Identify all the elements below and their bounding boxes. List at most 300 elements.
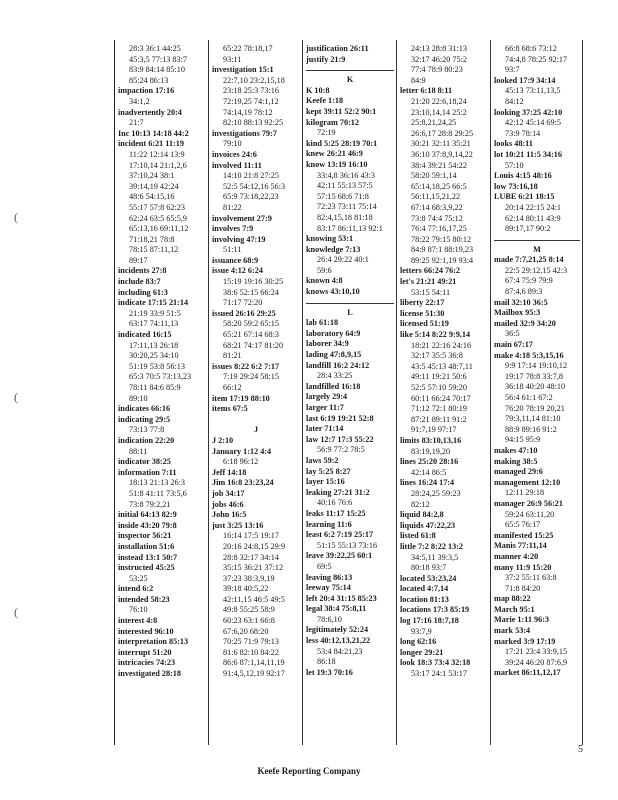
index-entry: 26:6,17 28:8 29:25 <box>411 128 474 138</box>
index-entry: 51:11 <box>223 245 242 255</box>
index-entry: makes 47:10 <box>494 445 538 455</box>
index-entry: 42:12 45:14 69:5 <box>505 118 561 128</box>
index-entry: 19:17 78:8 33:7,8 <box>505 371 563 381</box>
index-entry: investigations 79:7 <box>212 128 277 138</box>
index-entry: 42:11 55:13 57:5 <box>317 181 373 191</box>
index-entry: lab 61:18 <box>306 318 339 328</box>
index-entry: manifested 15:25 <box>494 530 554 540</box>
index-entry: indicating 29:5 <box>118 414 171 424</box>
index-entry: 7:19 29:24 58:15 <box>223 372 279 382</box>
index-entry: 79:10 <box>223 139 242 149</box>
index-entry: location 81:13 <box>400 594 449 604</box>
index-entry: 71:17 72:20 <box>223 298 263 308</box>
index-entry: 67:14 68:3,9,22 <box>411 202 463 212</box>
index-column-1 <box>118 44 206 744</box>
index-entry: 12:11 29:18 <box>505 488 545 498</box>
index-entry: log 17:16 18:7,18 <box>400 616 459 626</box>
index-entry: kept 39:11 52:2 90:1 <box>306 106 377 116</box>
index-entry: 28:24,25 59:23 <box>411 488 461 498</box>
index-entry: many 11:9 15:20 <box>494 562 552 572</box>
index-entry: Jim 16:8 23:23,24 <box>212 478 274 488</box>
index-entry: 89:17 <box>129 255 148 265</box>
index-entry: landfilled 16:18 <box>306 381 361 391</box>
index-entry: let's 21:21 49:21 <box>400 277 457 287</box>
index-entry: 70:25 71:9 79:13 <box>223 637 279 647</box>
index-entry: information 7:11 <box>118 467 177 477</box>
index-entry: intend 6:2 <box>118 584 154 594</box>
index-entry: 84:9 <box>411 75 426 85</box>
index-entry: longer 29:21 <box>400 647 444 657</box>
index-entry: 60:11 66:24 70:17 <box>411 393 471 403</box>
index-entry: 6:18 96:12 <box>223 457 259 467</box>
index-entry: laborer 34:9 <box>306 339 349 349</box>
index-entry: 67:6,20 68:20 <box>223 626 269 636</box>
index-entry: located 53:23,24 <box>400 573 457 583</box>
index-entry: market 86:11,12,17 <box>494 668 561 678</box>
index-entry: indication 22:20 <box>118 435 175 445</box>
index-entry: making 38:5 <box>494 456 538 466</box>
index-entry: 52:5 57:10 59:20 <box>411 383 467 392</box>
index-entry: 37:2 55:11 63:8 <box>505 573 557 583</box>
index-entry: 77:4 78:9 80:23 <box>411 65 463 75</box>
index-entry: 58:20 59:2 65:15 <box>223 319 279 329</box>
index-entry: 28:8 32:17 34:14 <box>223 552 279 562</box>
index-entry: 30:20,25 34:10 <box>129 351 179 361</box>
index-entry: lot 10:21 11:5 34:16 <box>494 149 562 159</box>
index-entry: 36:18 40:20 48:10 <box>505 382 566 392</box>
section-rule <box>494 235 580 241</box>
index-entry: 83:19,19,20 <box>411 446 451 456</box>
index-entry: 28:3 36:1 44:25 <box>129 44 181 53</box>
index-entry: 20:14 22:15 24:1 <box>505 202 561 212</box>
index-entry: learning 11:6 <box>306 519 352 529</box>
index-entry: 42:14 86:5 <box>411 467 447 477</box>
index-entry: intricacies 74:23 <box>118 658 176 668</box>
index-entry: interest 4:8 <box>118 616 158 626</box>
index-entry: 91:4,5,12,19 92:17 <box>223 669 285 679</box>
index-entry: 73:8 74:4 75:12 <box>411 213 463 223</box>
index-entry: 52:5 54:12,16 56:3 <box>223 181 286 191</box>
index-entry: just 3:25 13:16 <box>212 520 264 530</box>
index-entry: 17:21 23:4 33:9,15 <box>505 647 568 657</box>
index-entry: incidents 27:8 <box>118 266 167 276</box>
index-entry: 63:17 74:11,13 <box>129 319 179 329</box>
index-entry: legitimately 52:24 <box>306 625 369 635</box>
column-divider <box>302 40 303 745</box>
index-entry: 59:6 <box>317 265 332 275</box>
index-entry: 65:13,16 69:11,12 <box>129 224 189 234</box>
index-entry: LUBE 6:21 18:15 <box>494 192 555 202</box>
index-entry: 73:13 77:8 <box>129 425 165 435</box>
index-entry: 88:11 <box>129 446 148 456</box>
index-entry: let 19:3 70:16 <box>306 667 353 677</box>
index-entry: legal 38:4 75:8,11 <box>306 604 367 614</box>
index-entry: involving 47:19 <box>212 234 266 244</box>
index-entry: letters 66:24 76:2 <box>400 266 461 276</box>
index-entry: 59:24 63:11,20 <box>505 509 555 519</box>
index-entry: 57:10 <box>505 160 524 170</box>
index-entry: indicator 38:25 <box>118 457 171 467</box>
index-entry: leeway 75:14 <box>306 583 351 593</box>
index-entry: made 7:7,21,25 8:14 <box>494 255 564 265</box>
index-entry: J 2:10 <box>212 435 234 445</box>
index-entry: largely 29:4 <box>306 392 348 402</box>
index-entry: locations 17:3 85:19 <box>400 605 470 615</box>
index-entry: instead 13:1 50:7 <box>118 552 178 562</box>
column-divider <box>582 40 583 745</box>
index-entry: knew 26:21 46:9 <box>306 149 363 159</box>
footer-company: Keefe Reporting Company <box>257 766 361 776</box>
index-column-3 <box>306 44 394 744</box>
index-entry: 83:17 86:11,13 92:1 <box>317 223 383 233</box>
index-entry: jobs 46:6 <box>212 499 244 509</box>
index-entry: 71:12 72:1 80:19 <box>411 404 467 414</box>
index-entry: 38:6 52:15 66:24 <box>223 287 279 297</box>
index-entry: 18:21 22:16 24:16 <box>411 340 472 350</box>
index-entry: leaks 11:17 15:25 <box>306 508 366 518</box>
index-entry: management 12:10 <box>494 477 561 487</box>
index-entry: 42:11,15 46:5 49:5 <box>223 594 285 604</box>
index-entry: 35:15 36:21 37:12 <box>223 563 284 573</box>
index-entry: manner 4:20 <box>494 551 539 561</box>
index-entry: 51:15 55:13 73:16 <box>317 540 378 550</box>
index-entry: looking 37:25 42:10 <box>494 107 563 117</box>
index-entry: 84:9 87:1 88:19,23 <box>411 245 474 255</box>
index-entry: 80:18 93:7 <box>411 563 447 573</box>
index-entry: 53:25 <box>129 573 148 583</box>
index-entry: 34:5,11 39:3,5 <box>411 552 459 562</box>
index-entry: 18:13 21:13 26:3 <box>129 478 185 488</box>
index-entry: 25:8,21,24,25 <box>411 118 457 128</box>
index-entry: knowledge 7:13 <box>306 244 361 254</box>
index-entry: 74:14,19 78:12 <box>223 107 273 117</box>
index-entry: liquids 47:22,23 <box>400 520 456 530</box>
index-entry: manager 26:9 56:21 <box>494 498 563 508</box>
index-entry: landfill 16:2 24:12 <box>306 360 370 370</box>
index-entry: limits 83:10,13,16 <box>400 435 462 445</box>
index-entry: 87:21 89:11 91:2 <box>411 414 467 424</box>
index-entry: least 6:2 7:19 25:17 <box>306 530 374 540</box>
index-entry: 93:7 <box>505 65 520 75</box>
index-entry: 11:22 12:14 13:9 <box>129 149 185 159</box>
index-entry: 30:21 32:11 35:21 <box>411 139 471 149</box>
index-entry: license 51:30 <box>400 308 445 318</box>
index-entry: knows 43:10,10 <box>306 287 360 297</box>
index-entry: 65:9 73:18,22,23 <box>223 192 279 202</box>
index-entry: interested 96:10 <box>118 626 174 636</box>
index-entry: interrupt 51:20 <box>118 647 172 657</box>
index-entry: 36:5 <box>505 329 520 339</box>
index-entry: impaction 17:16 <box>118 86 175 96</box>
index-entry: long 62:16 <box>400 637 437 647</box>
index-entry: 38:4 39:21 54:22 <box>411 160 467 170</box>
index-entry: 85:24 86:13 <box>129 75 169 85</box>
index-entry: kilogram 70:12 <box>306 117 359 127</box>
index-column-4 <box>400 44 488 744</box>
index-entry: 28:4 33:25 <box>317 371 353 381</box>
index-entry: 37:10,24 38:1 <box>129 171 175 181</box>
column-divider <box>490 40 491 745</box>
index-entry: 89:17,17 90:2 <box>505 224 551 234</box>
index-entry: 91:7,19 97:17 <box>411 425 457 435</box>
index-entry: 76:20 78:19 20,21 <box>505 403 565 413</box>
index-entry: issue 4:12 6:24 <box>212 266 263 276</box>
index-entry: leaving 86:13 <box>306 572 353 582</box>
index-entry: 39:14,19 42:24 <box>129 181 179 191</box>
index-entry: 58:20 59:1,14 <box>411 171 457 181</box>
index-entry: looks 48:11 <box>494 139 533 149</box>
index-entry: licensed 51:19 <box>400 319 449 329</box>
index-entry: look 18:3 73:4 32:18 <box>400 658 471 668</box>
index-entry: 78:11 84:6 85:9 <box>129 383 181 392</box>
index-entry: 14:10 21:8 27:25 <box>223 171 279 181</box>
index-entry: invoices 24:6 <box>212 149 257 159</box>
section-rule <box>306 65 394 71</box>
index-entry: include 83:7 <box>118 277 161 287</box>
index-entry: larger 11:7 <box>306 403 344 412</box>
index-entry: 40:16 76:6 <box>317 498 353 508</box>
index-entry: 71:18,21 78:8 <box>129 234 175 244</box>
index-entry: 36:10 37:8,9,14,22 <box>411 149 473 159</box>
index-entry: 39:18 40:5,22 <box>223 584 269 594</box>
index-entry: 93:11 <box>223 54 242 64</box>
index-entry: 9:9 17:14 19:10,12 <box>505 361 568 371</box>
index-entry: 60:23 63:1 66:8 <box>223 616 275 626</box>
index-entry: inside 43:20 79:8 <box>118 520 177 530</box>
index-entry: 65:5 76:17 <box>505 520 541 530</box>
index-entry: 65:21 67:14 68:3 <box>223 330 279 340</box>
index-entry: 67:4 75:9 79:9 <box>505 276 553 286</box>
index-entry: 33:4,8 36:16 43:3 <box>317 170 375 180</box>
index-entry: 22:5 29:12,15 42:3 <box>505 265 568 275</box>
index-entry: 65:3 70:5 73:13,23 <box>129 372 192 382</box>
index-entry: incident 6:21 11:19 <box>118 139 184 149</box>
index-entry: layer 15:16 <box>306 477 345 487</box>
index-entry: less 40:12,13,21,22 <box>306 636 371 646</box>
index-entry: 51:8 41:11 73:5,6 <box>129 488 187 498</box>
index-entry: low 73:16,18 <box>494 181 538 191</box>
index-entry: 49:8 55:25 58:9 <box>223 605 275 615</box>
index-entry: listed 61:8 <box>400 531 436 541</box>
index-entry: Manis 77:11,14 <box>494 541 547 551</box>
index-entry: lay 5:25 8:27 <box>306 466 351 476</box>
index-entry: 37:23 38:3,9,19 <box>223 573 275 583</box>
binder-hole-mark: ( <box>14 605 18 619</box>
index-entry: 56:4 61:1 67:2 <box>505 393 553 402</box>
index-entry: 76:4 77:16,17,25 <box>411 224 467 234</box>
index-entry: 88:9 89:16 91:2 <box>505 424 557 434</box>
index-entry: 56:9 77:2 78:5 <box>317 445 365 455</box>
index-entry: items 67:5 <box>212 404 248 414</box>
index-entry: leave 39:22,25 60:1 <box>306 551 373 561</box>
index-entry: involvement 27:9 <box>212 213 272 223</box>
index-entry: 32:17 46:20 75:2 <box>411 54 467 64</box>
index-entry: 62:24 63:5 65:5,9 <box>129 213 187 223</box>
index-entry: law 12:7 17:3 55:22 <box>306 434 374 444</box>
index-entry: 84:12 <box>505 96 524 106</box>
index-entry: Keefe 1:18 <box>306 96 344 106</box>
index-entry: 68:21 74:17 81:20 <box>223 340 284 350</box>
index-entry: John 16:5 <box>212 510 247 520</box>
section-rule <box>306 298 394 304</box>
index-entry: 81:22 <box>223 202 242 212</box>
index-entry: justify 21:9 <box>306 54 346 64</box>
index-letter-heading: K <box>346 75 354 85</box>
index-entry: 72:19 <box>317 128 336 138</box>
index-entry: map 88:22 <box>494 594 531 604</box>
index-entry: Inc 10:13 14:18 44:2 <box>118 128 189 138</box>
index-letter-heading: L <box>347 307 353 317</box>
index-entry: 66:12 <box>223 383 242 392</box>
index-entry: mailed 32:9 34:20 <box>494 318 556 328</box>
index-entry: investigated 28:18 <box>118 669 181 679</box>
index-entry: laws 59:2 <box>306 455 339 465</box>
index-entry: issued 26:16 29:25 <box>212 308 276 318</box>
index-entry: lines 25:20 28:16 <box>400 457 459 467</box>
index-entry: 32:17 35:5 36:8 <box>411 351 463 361</box>
index-entry: issues 8:22 6:2 7:17 <box>212 361 280 371</box>
index-entry: kind 5:25 28:19 70:1 <box>306 138 378 148</box>
index-entry: 48:6 54:15,16 <box>129 192 175 202</box>
index-entry: 21:7 <box>129 118 144 128</box>
index-entry: 94:15 95:9 <box>505 435 541 445</box>
binder-hole-mark: ( <box>14 210 18 224</box>
index-entry: inspector 56:21 <box>118 531 172 541</box>
index-entry: leaking 27:21 31:2 <box>306 487 370 497</box>
index-entry: 62:14 80:11 43:9 <box>505 213 561 223</box>
index-entry: item 17:19 88:10 <box>212 393 270 403</box>
index-entry: last 6:19 19:21 52:8 <box>306 413 374 423</box>
index-entry: Jeff 14:18 <box>212 467 247 477</box>
index-entry: 49:11 19:21 50:6 <box>411 372 467 382</box>
index-entry: lines 16:24 17:4 <box>400 478 455 488</box>
index-entry: involved 11:11 <box>212 160 262 170</box>
index-entry: 72:19,25 74:1,12 <box>223 96 279 106</box>
index-entry: justification 26:11 <box>306 44 369 53</box>
index-entry: 89:25 92:1,19 93:4 <box>411 255 474 265</box>
index-entry: 73:8 79:2,21 <box>129 499 171 509</box>
index-entry: job 34:17 <box>212 488 245 498</box>
index-entry: 73:9 78:14 <box>505 128 541 138</box>
index-entry: mail 32:10 36:5 <box>494 297 548 307</box>
index-entry: 26:4 29:22 40:1 <box>317 255 369 265</box>
index-entry: 82:12 <box>411 499 430 509</box>
index-entry: 93:7,9 <box>411 626 432 636</box>
index-entry: 39:24 46:20 87:6,9 <box>505 657 568 667</box>
index-entry: 83:9 84:14 85:10 <box>129 65 185 75</box>
index-entry: knowing 53:1 <box>306 234 354 244</box>
index-entry: Louis 4:15 48:16 <box>494 171 552 181</box>
index-entry <box>212 415 300 426</box>
index-entry: laboratory 64:9 <box>306 328 361 338</box>
index-entry: 82:10 88:13 92:25 <box>223 118 284 128</box>
index-entry: marked 3:9 17:19 <box>494 636 556 646</box>
index-entry: 69:5 <box>317 561 332 571</box>
index-entry: 23:10,14,14 25:2 <box>411 107 467 117</box>
index-entry: 53:15 54:11 <box>411 287 451 297</box>
index-entry: 66:8 68:6 73:12 <box>505 44 557 53</box>
index-entry: 51:19 53:8 56:13 <box>129 361 185 371</box>
index-entry: 53:17 24:1 53:17 <box>411 669 467 679</box>
index-entry: looked 17:9 34:14 <box>494 75 556 85</box>
index-entry: lading 47:8,9,15 <box>306 350 362 360</box>
index-entry: March 95:1 <box>494 604 535 614</box>
index-entry: left 20:4 31:15 85:23 <box>306 593 377 603</box>
index-letter-heading: J <box>253 425 259 435</box>
index-entry: like 5:14 8:22 9:9,14 <box>400 330 471 340</box>
index-entry: 87:4,6 89:3 <box>505 287 543 297</box>
index-entry: 21:20 22:6,18,24 <box>411 96 467 106</box>
index-entry: indicated 16:15 <box>118 330 172 340</box>
index-entry: 81:21 <box>223 351 242 361</box>
index-letter-heading: M <box>533 244 541 254</box>
index-entry: 86:18 <box>317 657 336 667</box>
index-entry: 81:6 82:10 84:22 <box>223 647 279 657</box>
index-entry: instructed 45:25 <box>118 563 175 573</box>
index-entry: 17:11,13 26:18 <box>129 340 179 350</box>
index-entry: 55:17 57:8 62:23 <box>129 202 185 212</box>
index-entry: 86:6 87:1,14,11,19 <box>223 658 285 668</box>
index-entry: 72:23 73:11 75:14 <box>317 202 377 212</box>
index-entry: 17:10,14 21:1,2,6 <box>129 160 187 170</box>
index-entry: 65:14,18,25 66:5 <box>411 181 467 191</box>
index-entry: main 67:17 <box>494 340 533 350</box>
index-entry: 16:14 17:5 19:17 <box>223 531 279 541</box>
column-divider <box>396 40 397 745</box>
index-entry: letter 6:18 8:11 <box>400 86 453 96</box>
index-entry: 76:10 <box>129 605 148 615</box>
index-entry: 20:16 24:8,15 29:9 <box>223 541 286 551</box>
index-entry: 24:13 28:8 31:13 <box>411 44 467 53</box>
index-entry: January 1:12 4:4 <box>212 446 272 456</box>
index-entry: interpretation 85:13 <box>118 637 189 647</box>
index-entry: know 13:19 16:10 <box>306 159 368 169</box>
page-number: 5 <box>578 744 583 755</box>
index-entry: indicate 17:15 21:14 <box>118 298 189 308</box>
index-entry: liberty 22:17 <box>400 298 445 308</box>
index-entry: 82:4,15,18 81:18 <box>317 212 373 222</box>
index-entry: 78:6,10 <box>317 614 342 624</box>
index-entry: Marie 1:11 96:3 <box>494 615 550 625</box>
index-entry: 15:19 19:16 30:25 <box>223 277 284 287</box>
binder-hole-mark: ( <box>14 390 18 404</box>
index-entry: 65:22 78:18,17 <box>223 44 273 53</box>
index-entry: make 4:18 5:3,15,16 <box>494 350 564 360</box>
index-entry: liquid 84:2,8 <box>400 510 444 520</box>
index-entry: including 61:3 <box>118 287 168 297</box>
index-entry: issuance 68:9 <box>212 255 259 265</box>
index-entry: 23:18 25:3 73:16 <box>223 86 279 96</box>
index-entry: involves 7:9 <box>212 224 254 234</box>
index-entry: inadvertently 20:4 <box>118 107 182 117</box>
index-entry: 22:7,10 23:2,15,18 <box>223 75 285 85</box>
index-entry: 78:22 79:15 80:12 <box>411 234 472 244</box>
index-entry: managed 29:6 <box>494 467 543 477</box>
index-entry: K 10:8 <box>306 85 330 95</box>
index-entry: indicates 66:16 <box>118 404 171 414</box>
index-entry: intended 58:23 <box>118 594 170 604</box>
index-entry: 89:10 <box>129 393 148 403</box>
index-entry: mark 53:4 <box>494 626 531 636</box>
index-entry: installation 51:6 <box>118 541 175 551</box>
index-entry: located 4:7,14 <box>400 584 449 594</box>
index-entry: 78:15 87:11,12 <box>129 245 179 255</box>
index-entry: 53:4 84:21,23 <box>317 646 363 656</box>
index-entry: known 4:8 <box>306 276 343 286</box>
index-entry: later 71:14 <box>306 424 344 434</box>
index-entry: 71:8 84:20 <box>505 583 541 593</box>
index-entry: 21:19 33:9 51:5 <box>129 308 181 318</box>
